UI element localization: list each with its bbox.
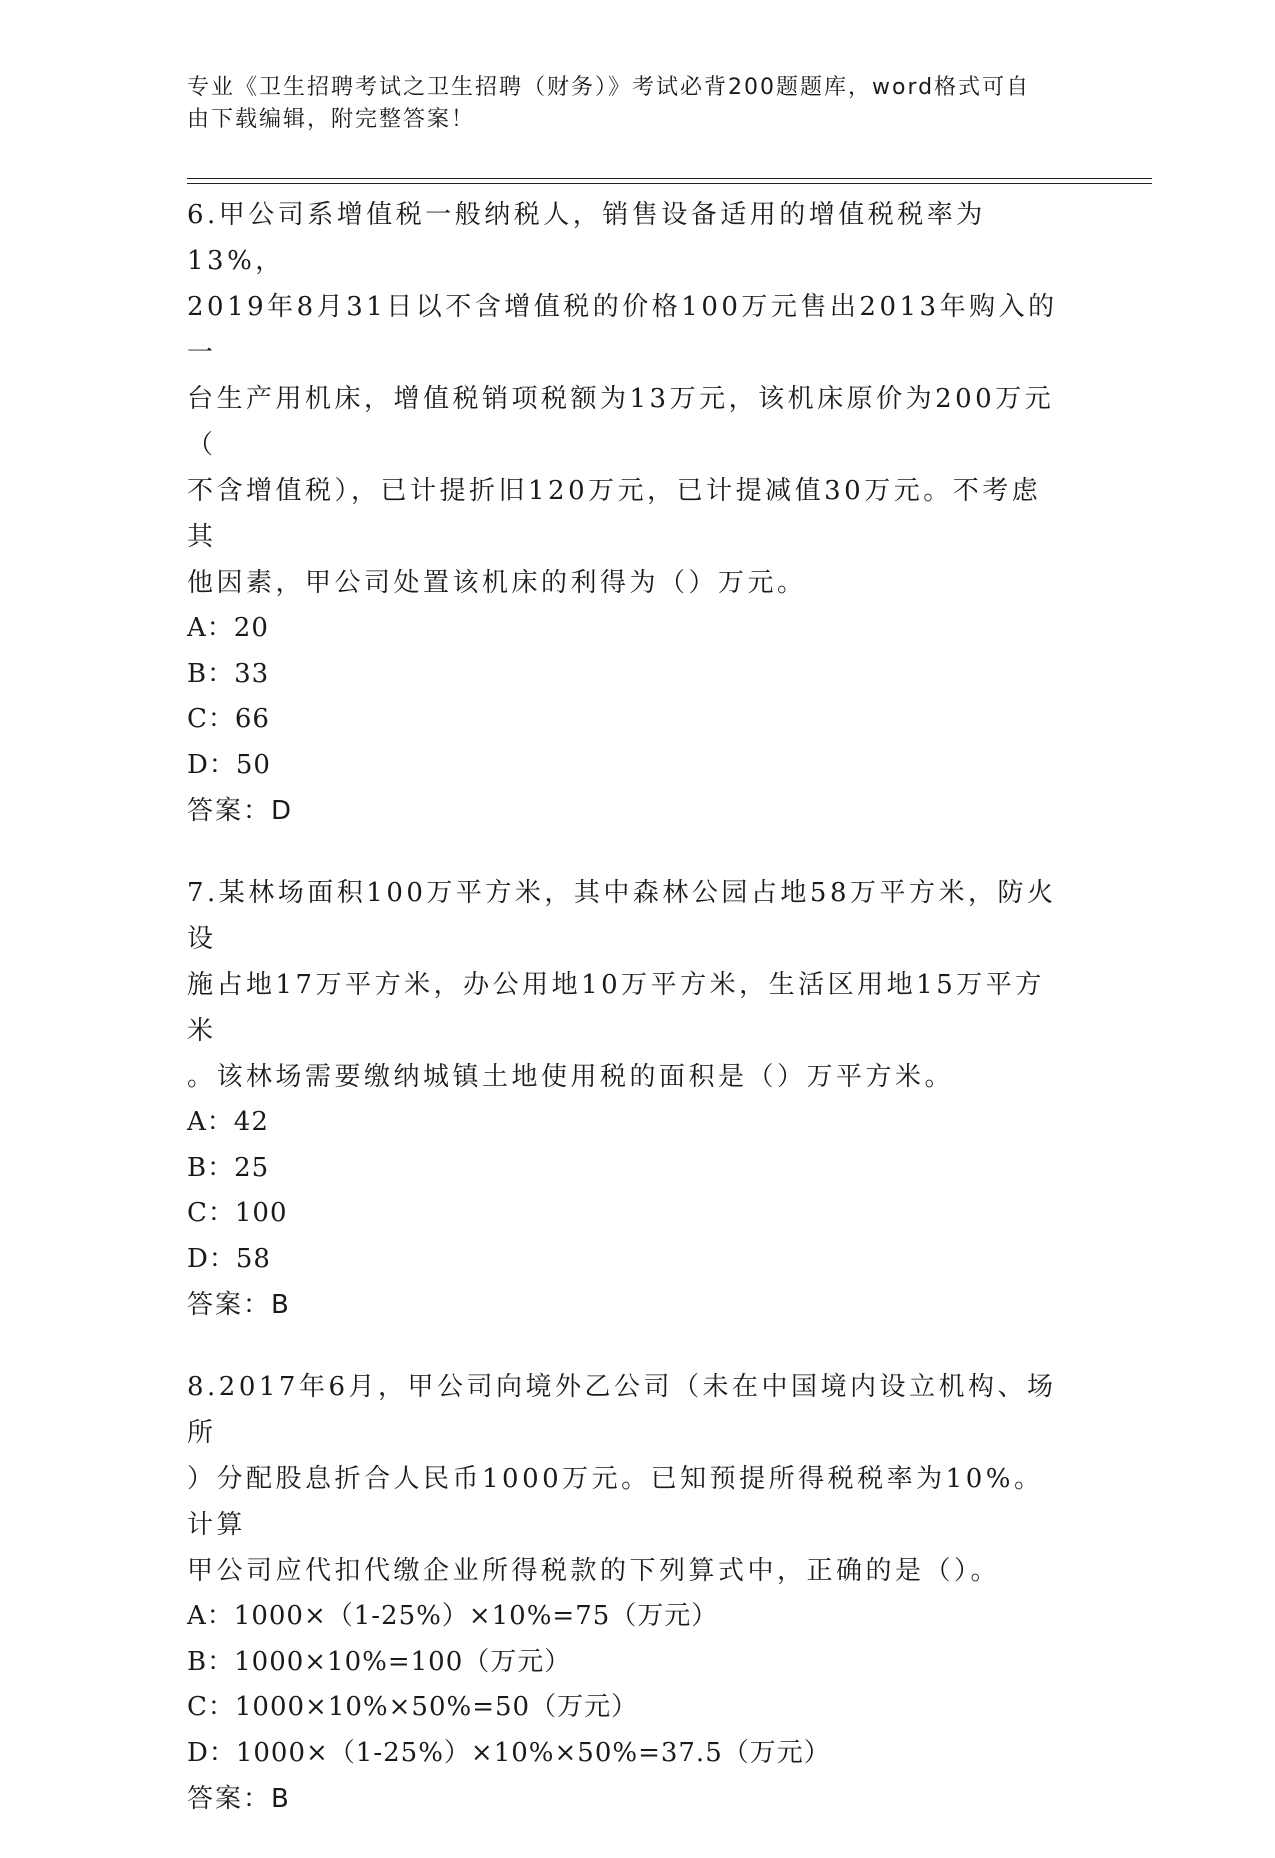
question-stem [187, 1364, 1067, 1594]
question-8 [187, 1364, 1067, 1822]
option-b: B：33 [187, 658, 270, 689]
option-c: C：100 [187, 1198, 288, 1228]
option-b: B：1000×10%=100（万元） [187, 1646, 572, 1677]
header-line-2: 由下载编辑，附完整答案！ [187, 107, 476, 132]
option-a: A：1000×（1-25%）×10%=75（万元） [187, 1601, 719, 1631]
option-d: D：58 [187, 1243, 271, 1274]
stem-line: 2019年8月31日以不含增值税的价格100万元售出2013年购入的一 [187, 292, 1058, 368]
option-c: C：66 [187, 704, 270, 734]
stem-line: 8.2017年6月，甲公司向境外乙公司（未在中国境内设立机构、场所 [187, 1372, 1057, 1448]
stem-line: 施占地17万平方米，办公用地10万平方米，生活区用地15万平方米 [187, 970, 1045, 1046]
option-c: C：1000×10%×50%=50（万元） [187, 1692, 639, 1722]
question-list [187, 192, 1067, 1858]
stem-line: 不含增值税），已计提折旧120万元，已计提减值30万元。不考虑其 [187, 476, 1042, 552]
header-line-1: 专业《卫生招聘考试之卫生招聘（财务）》考试必背200题题库，word格式可自 [187, 75, 1031, 100]
stem-line: 。该林场需要缴纳城镇土地使用税的面积是（）万平方米。 [187, 1062, 955, 1092]
stem-line: 6.甲公司系增值税一般纳税人，销售设备适用的增值税税率为13%， [187, 200, 986, 276]
stem-line: ）分配股息折合人民币1000万元。已知预提所得税税率为10%。计算 [187, 1464, 1044, 1540]
header-divider-bottom [187, 183, 1152, 184]
stem-line: 7.某林场面积100万平方米，其中森林公园占地58万平方米，防火设 [187, 878, 1057, 954]
option-d: D：1000×（1-25%）×10%×50%=37.5（万元） [187, 1737, 831, 1768]
document-header [187, 72, 1067, 136]
answer-line: 答案：B [187, 1290, 291, 1320]
header-divider-top [187, 178, 1152, 179]
question-7 [187, 870, 1067, 1328]
option-a: A：20 [187, 613, 269, 643]
stem-line: 台生产用机床，增值税销项税额为13万元，该机床原价为200万元（ [187, 384, 1055, 460]
stem-line: 甲公司应代扣代缴企业所得税款的下列算式中，正确的是（）。 [187, 1556, 1001, 1586]
question-stem [187, 192, 1067, 606]
option-a: A：42 [187, 1107, 269, 1137]
option-d: D：50 [187, 749, 271, 780]
question-6 [187, 192, 1067, 834]
option-b: B：25 [187, 1152, 270, 1183]
answer-line: 答案：B [187, 1784, 291, 1814]
answer-line: 答案：D [187, 796, 294, 826]
question-stem [187, 870, 1067, 1100]
stem-line: 他因素，甲公司处置该机床的利得为（）万元。 [187, 568, 807, 598]
